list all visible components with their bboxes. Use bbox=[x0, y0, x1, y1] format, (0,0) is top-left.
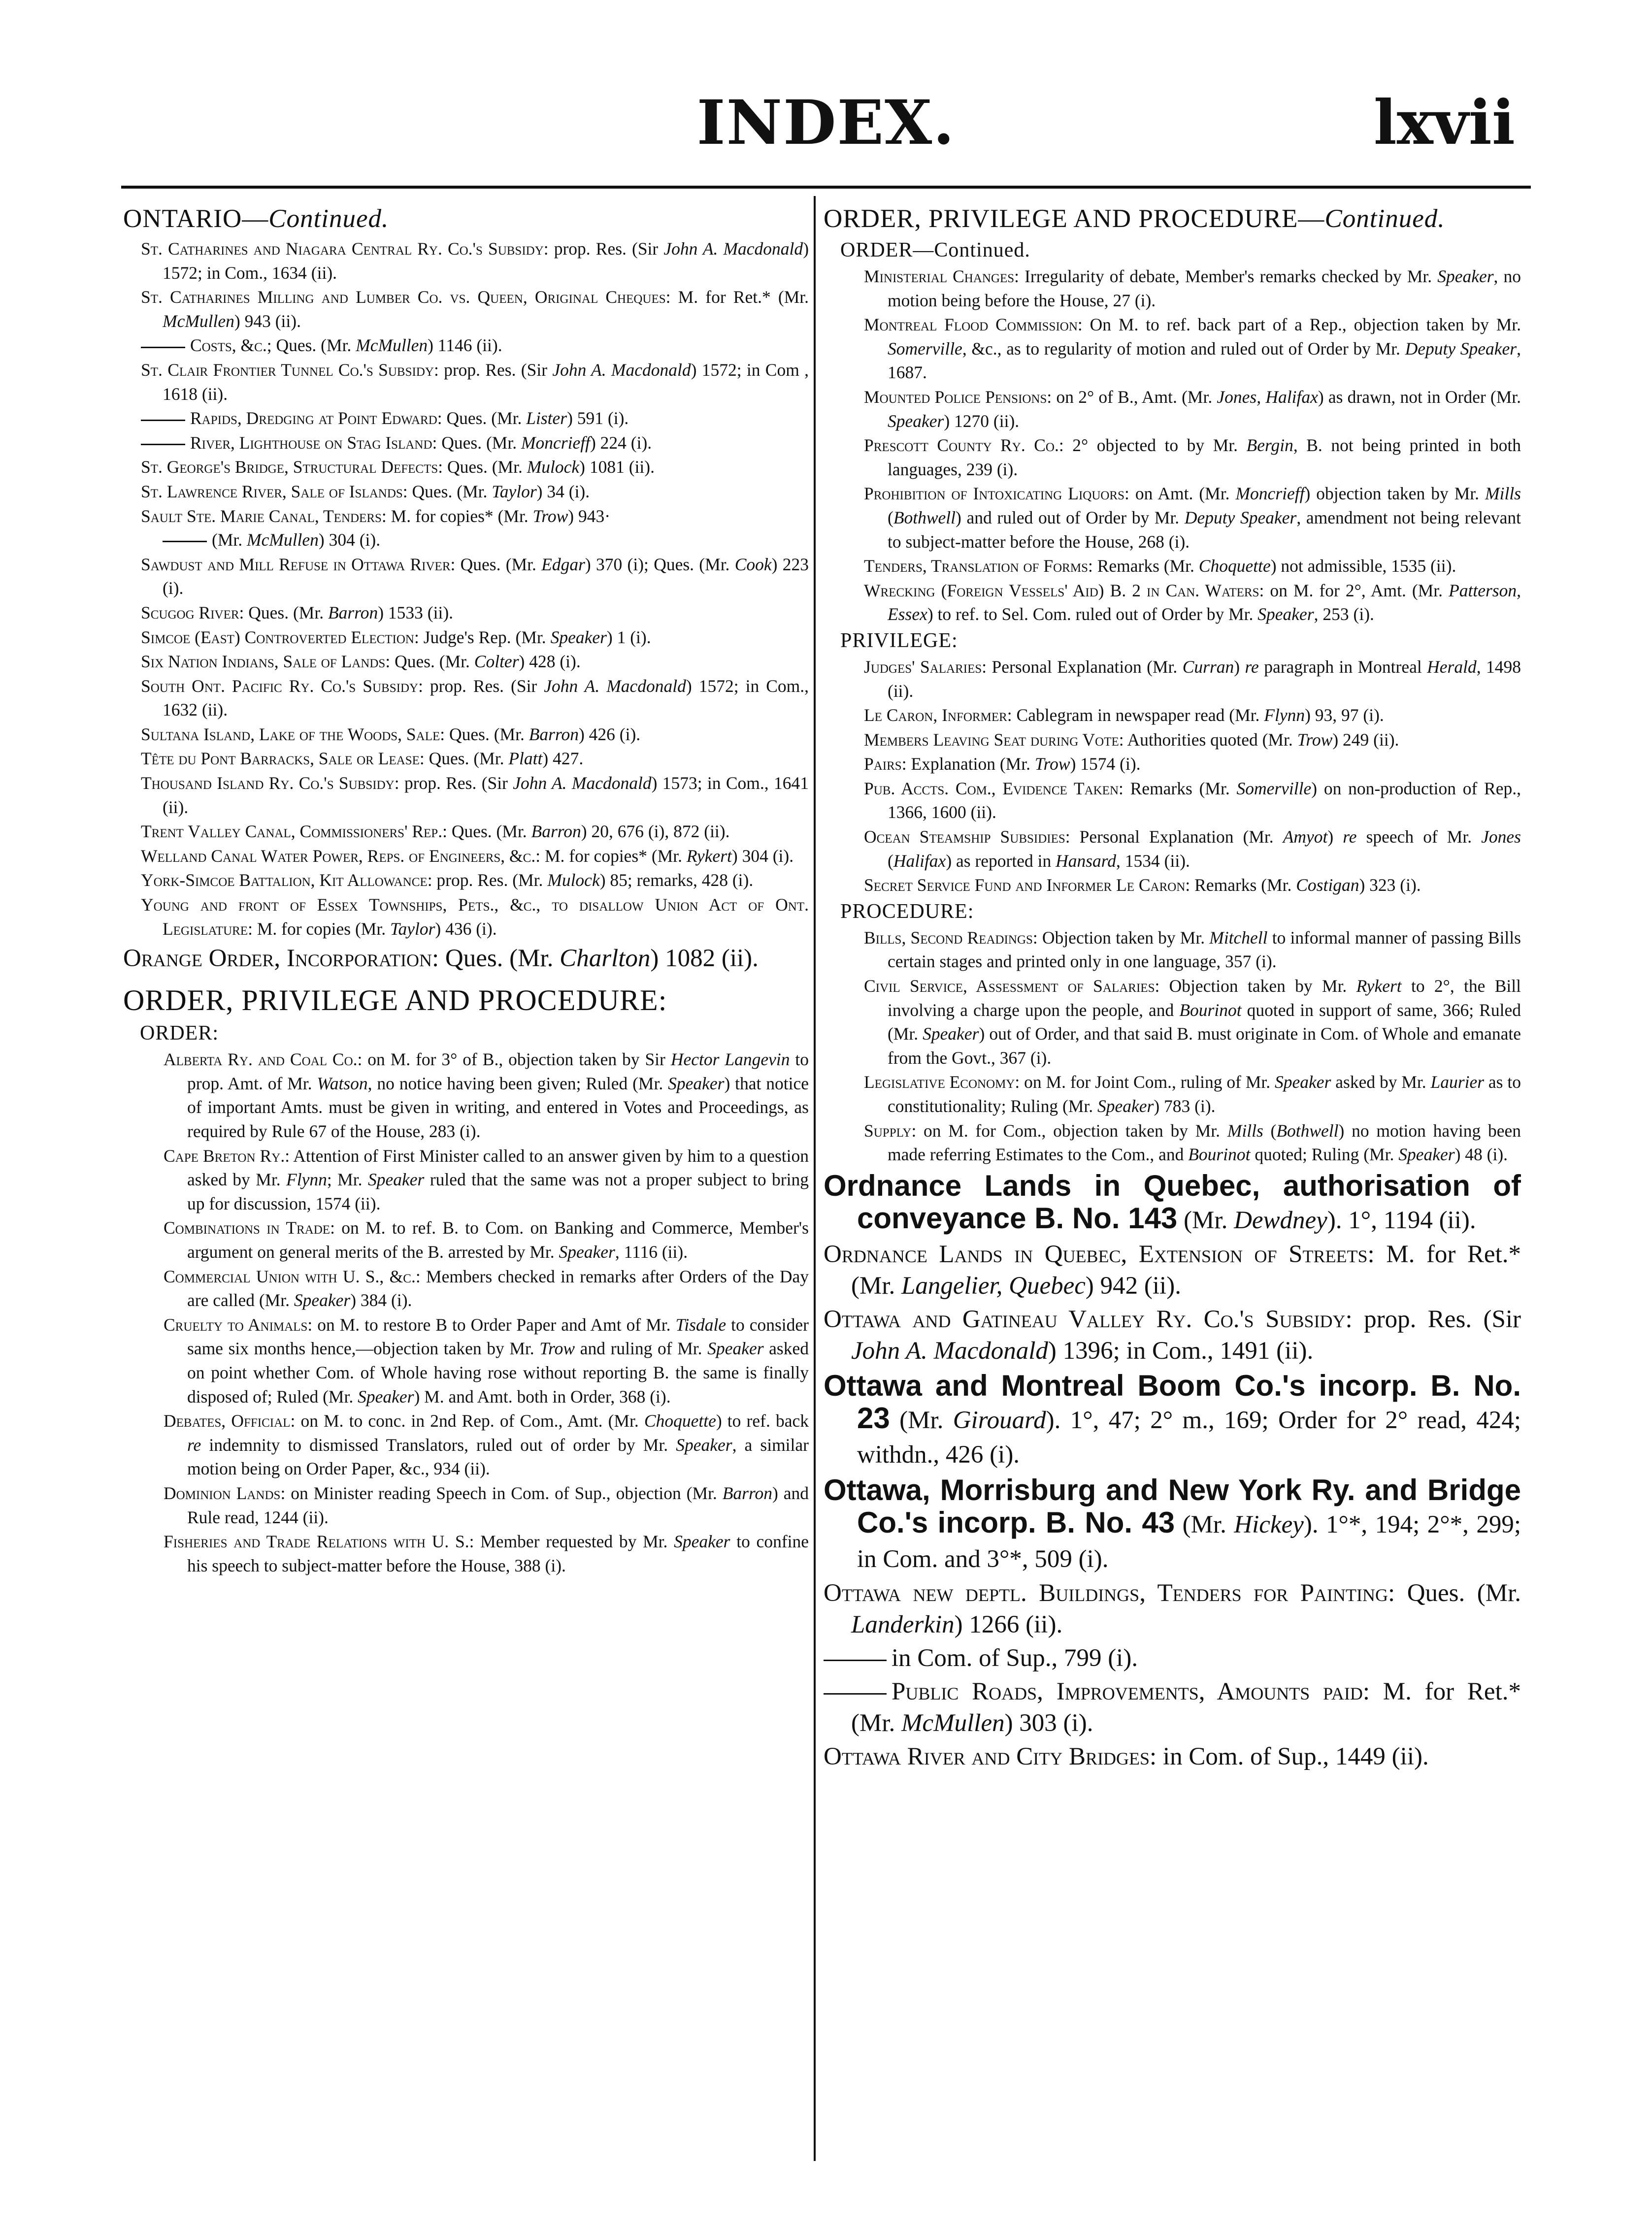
index-entry-members-leaving: Members Leaving Seat during Vote: Authorities quoted (Mr. Trow) 249 (ii). bbox=[864, 729, 1399, 750]
index-entry-sultana-island: Sultana Island, Lake of the Woods, Sale: Ques. (Mr. Barron) 426 (i). bbox=[141, 724, 641, 744]
index-entry-simcoe-east: Simcoe (East) Controverted Election: Judge's Rep. (Mr. Speaker) 1 (i). bbox=[141, 627, 651, 647]
continued-heading bbox=[123, 201, 809, 236]
index-entry-tenders-translation: Tenders, Translation of Forms: Remarks (Mr. Choquette) not admissible, 1535 (ii). bbox=[864, 556, 1456, 576]
privilege-subheading: PRIVILEGE: bbox=[840, 629, 958, 652]
order-entries bbox=[123, 1047, 809, 1577]
left-column bbox=[123, 201, 809, 2136]
index-entry-mounted-police: Mounted Police Pensions: on 2° of B., Amt. (Mr. Jones, Halifax) as drawn, not in Order (Mr. Speaker) 1270 (ii). bbox=[864, 387, 1521, 431]
index-entry-legislative-economy: Legislative Economy: on M. for Joint Com., ruling of Mr. Speaker asked by Mr. Laurier as to constitutionality; Ruling (Mr. Speaker) 783 (i). bbox=[864, 1072, 1521, 1116]
continued-heading-main: ONTARIO— bbox=[123, 204, 269, 233]
index-entry-six-nation: Six Nation Indians, Sale of Lands: Ques. (Mr. Colter) 428 (i). bbox=[141, 652, 581, 672]
orange-order-entry bbox=[123, 943, 809, 974]
index-entry-prescott-county: Prescott County Ry. Co.: 2° objected to by Mr. Bergin, B. not being printed in both languages, 239 (i). bbox=[864, 435, 1521, 479]
index-entry-st-catharines-milling: St. Catharines Milling and Lumber Co. vs. Queen, Original Cheques: M. for Ret.* (Mr. McMullen) 943 (ii). bbox=[141, 287, 809, 331]
index-entry-st-georges-bridge: St. George's Bridge, Structural Defects: Ques. (Mr. Mulock) 1081 (ii). bbox=[141, 457, 655, 477]
index-entry-ministerial-changes: Ministerial Changes: Irregularity of debate, Member's remarks checked by Mr. Speaker, no motion being before the House, 27 (i). bbox=[864, 266, 1521, 310]
index-entry-ottawa-montreal-boom: Ottawa and Montreal Boom Co.'s incorp. B. No. 23 (Mr. Girouard). 1°, 47; 2° m., 169; Order for 2° read, 424; withdn., 426 (i). bbox=[824, 1369, 1521, 1469]
index-entry-sawdust: Sawdust and Mill Refuse in Ottawa River: Ques. (Mr. Edgar) 370 (i); Ques. (Mr. Cook) 223 (i). bbox=[141, 554, 809, 598]
index-entry-pub-accts: Pub. Accts. Com., Evidence Taken: Remarks (Mr. Somerville) on non-production of Rep., 1366, 1600 (ii). bbox=[864, 778, 1521, 822]
order-privilege-heading: ORDER, PRIVILEGE AND PROCEDURE: bbox=[123, 984, 667, 1017]
index-entry-orange-order: Orange Order, Incorporation: Ques. (Mr. Charlton) 1082 (ii). bbox=[123, 945, 759, 973]
privilege-entries bbox=[824, 655, 1521, 897]
index-entry-ordnance-quebec-b143: Ordnance Lands in Quebec, authorisation of conveyance B. No. 143 (Mr. Dewdney). 1°, 1194 (ii). bbox=[824, 1169, 1521, 1235]
index-entry-dominion-lands: Dominion Lands: on Minister reading Speech in Com. of Sup., objection (Mr. Barron) and Rule read, 1244 (ii). bbox=[164, 1483, 809, 1527]
continued-heading bbox=[824, 201, 1521, 236]
ordnance-ottawa-entries bbox=[824, 1170, 1521, 1772]
index-entry-scugog-river: Scugog River: Ques. (Mr. Barron) 1533 (ii). bbox=[141, 602, 454, 622]
index-entry-sault-ste-marie: Sault Ste. Marie Canal, Tenders: M. for copies* (Mr. Trow) 943· (Mr. McMullen) 304 (i). bbox=[141, 506, 611, 550]
index-entry-st-clair-tunnel: St. Clair Frontier Tunnel Co.'s Subsidy: prop. Res. (Sir John A. Macdonald) 1572; in Com , 1618 (ii). bbox=[141, 360, 809, 404]
index-entry-ottawa-public-roads: Public Roads, Improvements, Amounts paid: M. for Ret.* (Mr. McMullen) 303 (i). bbox=[824, 1676, 1521, 1739]
index-entry-debates: Debates, Official: on M. to conc. in 2nd Rep. of Com., Amt. (Mr. Choquette) to ref. back re indemnity to dismissed Translators, ruled out of order by Mr. Speaker, a similar motion being on Order Paper, &c., 934 (ii). bbox=[164, 1411, 809, 1479]
index-entry-st-clair-rapids: Rapids, Dredging at Point Edward: Ques. (Mr. Lister) 591 (i). bbox=[123, 406, 809, 430]
index-entry-ottawa-river-bridges: Ottawa River and City Bridges: in Com. of Sup., 1449 (ii). bbox=[824, 1742, 1429, 1770]
index-entry-st-catharines-ry: St. Catharines and Niagara Central Ry. Co.'s Subsidy: prop. Res. (Sir John A. Macdonald) 1572; in Com., 1634 (ii). bbox=[141, 239, 809, 283]
index-entry-secret-service: Secret Service Fund and Informer Le Caron: Remarks (Mr. Costigan) 323 (i). bbox=[864, 875, 1421, 895]
index-entry-montreal-flood: Montreal Flood Commission: On M. to ref. back part of a Rep., objection taken by Mr. Somerville, &c., as to regularity of motion and ruled out of Order by Mr. Deputy Speaker, 1687. bbox=[864, 315, 1521, 383]
index-entry-south-ont: South Ont. Pacific Ry. Co.'s Subsidy: prop. Res. (Sir John A. Macdonald) 1572; in Com., 1632 (ii). bbox=[141, 676, 809, 720]
page-number: lxvii bbox=[1373, 87, 1515, 159]
index-entry-le-caron: Le Caron, Informer: Cablegram in newspaper read (Mr. Flynn) 93, 97 (i). bbox=[864, 705, 1384, 725]
column-divider bbox=[814, 196, 816, 2161]
page-title: INDEX. bbox=[696, 87, 956, 159]
index-entry-thousand-island: Thousand Island Ry. Co.'s Subsidy: prop. Res. (Sir John A. Macdonald) 1573; in Com., 1641 (ii). bbox=[141, 773, 809, 817]
index-entry-ottawa-morrisburg: Ottawa, Morrisburg and New York Ry. and Bridge Co.'s incorp. B. No. 43 (Mr. Hickey). 1°*, 194; 2°*, 299; in Com. and 3°*, 509 (i). bbox=[824, 1473, 1521, 1573]
right-column bbox=[824, 201, 1521, 2136]
index-entry-trent-valley: Trent Valley Canal, Commissioners' Rep.: Ques. (Mr. Barron) 20, 676 (i), 872 (ii). bbox=[141, 821, 730, 842]
index-entry-pairs: Pairs: Explanation (Mr. Trow) 1574 (i). bbox=[864, 754, 1141, 774]
index-entry-ottawa-deptl-buildings: Ottawa new deptl. Buildings, Tenders for Painting: Ques. (Mr. Landerkin) 1266 (ii). bbox=[824, 1579, 1521, 1638]
ontario-entries bbox=[123, 237, 809, 941]
index-entry-judges-salaries: Judges' Salaries: Personal Explanation (Mr. Curran) re paragraph in Montreal Herald, 1498 (ii). bbox=[864, 656, 1521, 701]
index-entry-ottawa-com-sup: in Com. of Sup., 799 (i). bbox=[824, 1642, 1521, 1674]
index-entry-ordnance-streets: Ordnance Lands in Quebec, Extension of Streets: M. for Ret.* (Mr. Langelier, Quebec) 942 (ii). bbox=[824, 1240, 1521, 1300]
header-rule bbox=[121, 186, 1531, 189]
index-entry-st-catharines-costs: Costs, &c.; Ques. (Mr. McMullen) 1146 (ii). bbox=[123, 333, 809, 358]
index-entry-bills-second: Bills, Second Readings: Objection taken by Mr. Mitchell to informal manner of passing Bills certain stages and printed only in one language, 357 (i). bbox=[864, 927, 1521, 972]
continued-heading-cont: Continued. bbox=[1324, 204, 1445, 233]
index-entry-ottawa-gatineau: Ottawa and Gatineau Valley Ry. Co.'s Subsidy: prop. Res. (Sir John A. Macdonald) 1396; in Com., 1491 (ii). bbox=[824, 1305, 1521, 1365]
index-entry-welland-canal: Welland Canal Water Power, Reps. of Engineers, &c.: M. for copies* (Mr. Rykert) 304 (i). bbox=[141, 846, 794, 866]
procedure-entries bbox=[824, 926, 1521, 1167]
index-entry-york-simcoe: York-Simcoe Battalion, Kit Allowance: prop. Res. (Mr. Mulock) 85; remarks, 428 (i). bbox=[141, 870, 754, 890]
order-continued-subheading: ORDER—Continued. bbox=[840, 239, 1030, 262]
index-entry-combinations: Combinations in Trade: on M. to ref. B. to Com. on Banking and Commerce, Member's argument on general merits of the B. arrested by Mr. Speaker, 1116 (ii). bbox=[164, 1218, 809, 1262]
index-entry-commercial-union: Commercial Union with U. S., &c.: Members checked in remarks after Orders of the Day are called (Mr. Speaker) 384 (i). bbox=[164, 1266, 809, 1310]
index-entry-cape-breton: Cape Breton Ry.: Attention of First Minister called to an answer given by him to a question asked by Mr. Flynn; Mr. Speaker ruled that the same was not a proper subject to bring up for discussion, 1574 (ii). bbox=[164, 1145, 809, 1213]
index-entry-civil-service: Civil Service, Assessment of Salaries: Objection taken by Mr. Rykert to 2°, the Bill involving a charge upon the people, and Bourinot quoted in support of same, 366; Ruled (Mr. Speaker) out of Order, and that said B. must originate in Com. of Whole and emanate from the Govt., 367 (i). bbox=[864, 976, 1521, 1068]
continued-heading-main: ORDER, PRIVILEGE AND PROCEDURE— bbox=[824, 204, 1325, 233]
index-entry-st-lawrence-river: St. Lawrence River, Sale of Islands: Ques. (Mr. Taylor) 34 (i). bbox=[141, 481, 590, 501]
index-entry-st-clair-river: River, Lighthouse on Stag Island: Ques. (Mr. Moncrieff) 224 (i). bbox=[123, 431, 809, 455]
procedure-subheading: PROCEDURE: bbox=[840, 900, 974, 923]
index-entry-prohibition: Prohibition of Intoxicating Liquors: on Amt. (Mr. Moncrieff) objection taken by Mr. Mills (Bothwell) and ruled out of Order by Mr. Deputy Speaker, amendment not being relevant to subject-matter before the House, 268 (i). bbox=[864, 484, 1521, 552]
index-entry-tete-du-pont: Tête du Pont Barracks, Sale or Lease: Ques. (Mr. Platt) 427. bbox=[141, 749, 584, 769]
index-entry-young-and-front: Young and front of Essex Townships, Pets., &c., to disallow Union Act of Ont. Legislature: M. for copies (Mr. Taylor) 436 (i). bbox=[141, 895, 809, 939]
order-entries bbox=[824, 264, 1521, 626]
index-entry-alberta-ry: Alberta Ry. and Coal Co.: on M. for 3° of B., objection taken by Sir Hector Langevin to prop. Amt. of Mr. Watson, no notice having been given; Ruled (Mr. Speaker) that notice of important Amts. must be given in writing, and entered in Votes and Proceedings, as required by Rule 67 of the House, 283 (i). bbox=[164, 1049, 809, 1141]
index-entry-ocean-steamship: Ocean Steamship Subsidies: Personal Explanation (Mr. Amyot) re speech of Mr. Jones (Halifax) as reported in Hansard, 1534 (ii). bbox=[864, 827, 1521, 871]
continued-heading-cont: Continued. bbox=[268, 204, 389, 233]
index-entry-fisheries: Fisheries and Trade Relations with U. S.: Member requested by Mr. Speaker to confine his speech to subject-matter before the House, 388 (i). bbox=[164, 1532, 809, 1575]
index-entry-cruelty: Cruelty to Animals: on M. to restore B to Order Paper and Amt of Mr. Tisdale to consider same six months hence,—objection taken by Mr. Trow and ruling of Mr. Speaker asked on point whether Com. of Whole having rose without reporting B. the same is finally disposed of; Ruled (Mr. Speaker) M. and Amt. both in Order, 368 (i). bbox=[164, 1314, 809, 1407]
index-entry-supply: Supply: on M. for Com., objection taken by Mr. Mills (Bothwell) no motion having been made referring Estimates to the Com., and Bourinot quoted; Ruling (Mr. Speaker) 48 (i). bbox=[864, 1120, 1521, 1165]
index-entry-wrecking: Wrecking (Foreign Vessels' Aid) B. 2 in Can. Waters: on M. for 2°, Amt. (Mr. Patterson, Essex) to ref. to Sel. Com. ruled out of Order by Mr. Speaker, 253 (i). bbox=[864, 580, 1521, 624]
order-subheading: ORDER: bbox=[140, 1022, 219, 1045]
